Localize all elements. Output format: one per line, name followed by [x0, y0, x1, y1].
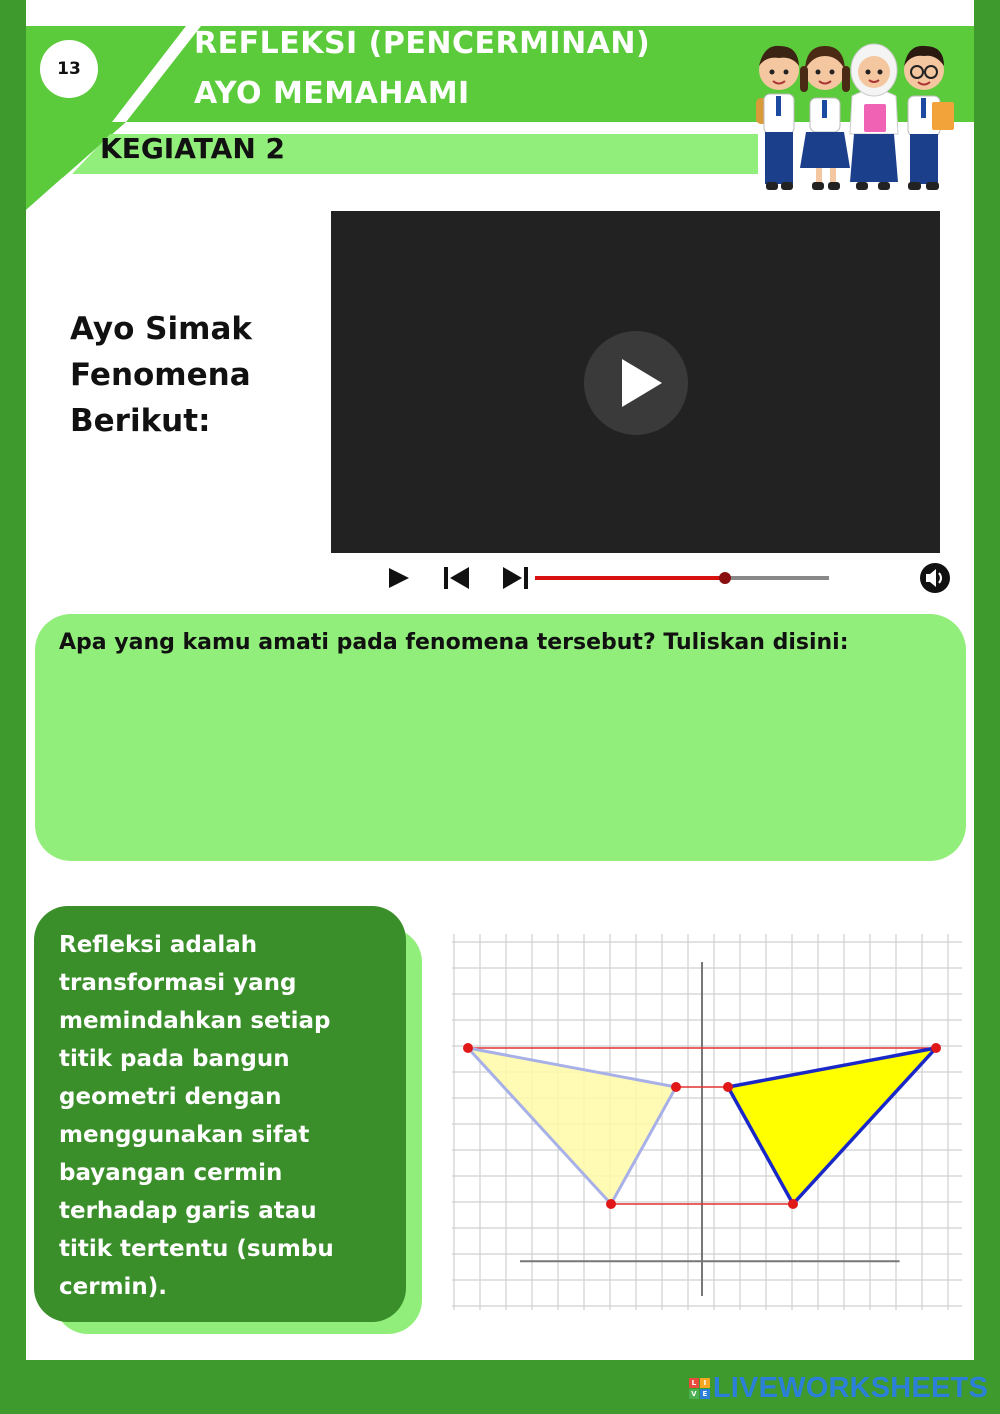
student-boy-icon	[756, 46, 799, 190]
play-button[interactable]	[381, 560, 417, 596]
video-progress-fill	[535, 576, 725, 580]
play-icon	[381, 560, 417, 596]
brand-name: LIVEWORKSHEETS	[712, 1372, 988, 1404]
vertex-point	[671, 1082, 681, 1092]
volume-icon	[917, 560, 953, 596]
vertex-point	[723, 1082, 733, 1092]
definition-text: Refleksi adalah transformasi yang memindahkan setiap titik pada bangun geometri dengan menggunakan sifat bayangan cermin terhadap garis atau titik tertentu (sumbu cermin).	[59, 932, 334, 1300]
intro-line: Berikut:	[70, 403, 211, 439]
video-progress-bar[interactable]	[535, 576, 829, 580]
vertex-point	[788, 1199, 798, 1209]
answer-input[interactable]	[59, 674, 943, 848]
vertex-point	[606, 1199, 616, 1209]
skip-forward-button[interactable]	[497, 560, 533, 596]
student-glasses-icon	[904, 46, 954, 190]
definition-card	[34, 906, 406, 1322]
answer-panel	[35, 614, 966, 861]
volume-button[interactable]	[917, 560, 953, 596]
video-controls	[331, 560, 940, 600]
student-girl-icon	[800, 46, 850, 190]
video-play-overlay-button[interactable]	[584, 331, 688, 435]
vertex-point	[931, 1043, 941, 1053]
students-illustration	[748, 36, 968, 198]
skip-back-icon	[439, 560, 475, 596]
activity-label: KEGIATAN 2	[100, 132, 285, 165]
lesson-title: REFLEKSI (PENCERMINAN)	[194, 26, 651, 61]
page-number-badge: 13	[40, 40, 98, 98]
worksheet-page	[26, 0, 974, 1360]
student-hijab-icon	[850, 44, 898, 190]
liveworksheets-logo	[689, 1372, 988, 1405]
intro-line: Ayo Simak	[70, 311, 252, 347]
lesson-subtitle: AYO MEMAHAMI	[194, 76, 470, 111]
vertex-point	[463, 1043, 473, 1053]
play-icon	[584, 331, 688, 435]
video-progress-handle[interactable]	[719, 572, 731, 584]
skip-forward-icon	[497, 560, 533, 596]
reflection-grid-figure	[452, 934, 964, 1312]
liveworksheets-logo-icon: L I V E	[689, 1378, 710, 1399]
intro-line: Fenomena	[70, 357, 251, 393]
intro-heading	[70, 306, 252, 444]
skip-back-button[interactable]	[439, 560, 475, 596]
question-prompt: Apa yang kamu amati pada fenomena tersebut? Tuliskan disini:	[59, 630, 849, 655]
video-player[interactable]	[331, 211, 940, 553]
